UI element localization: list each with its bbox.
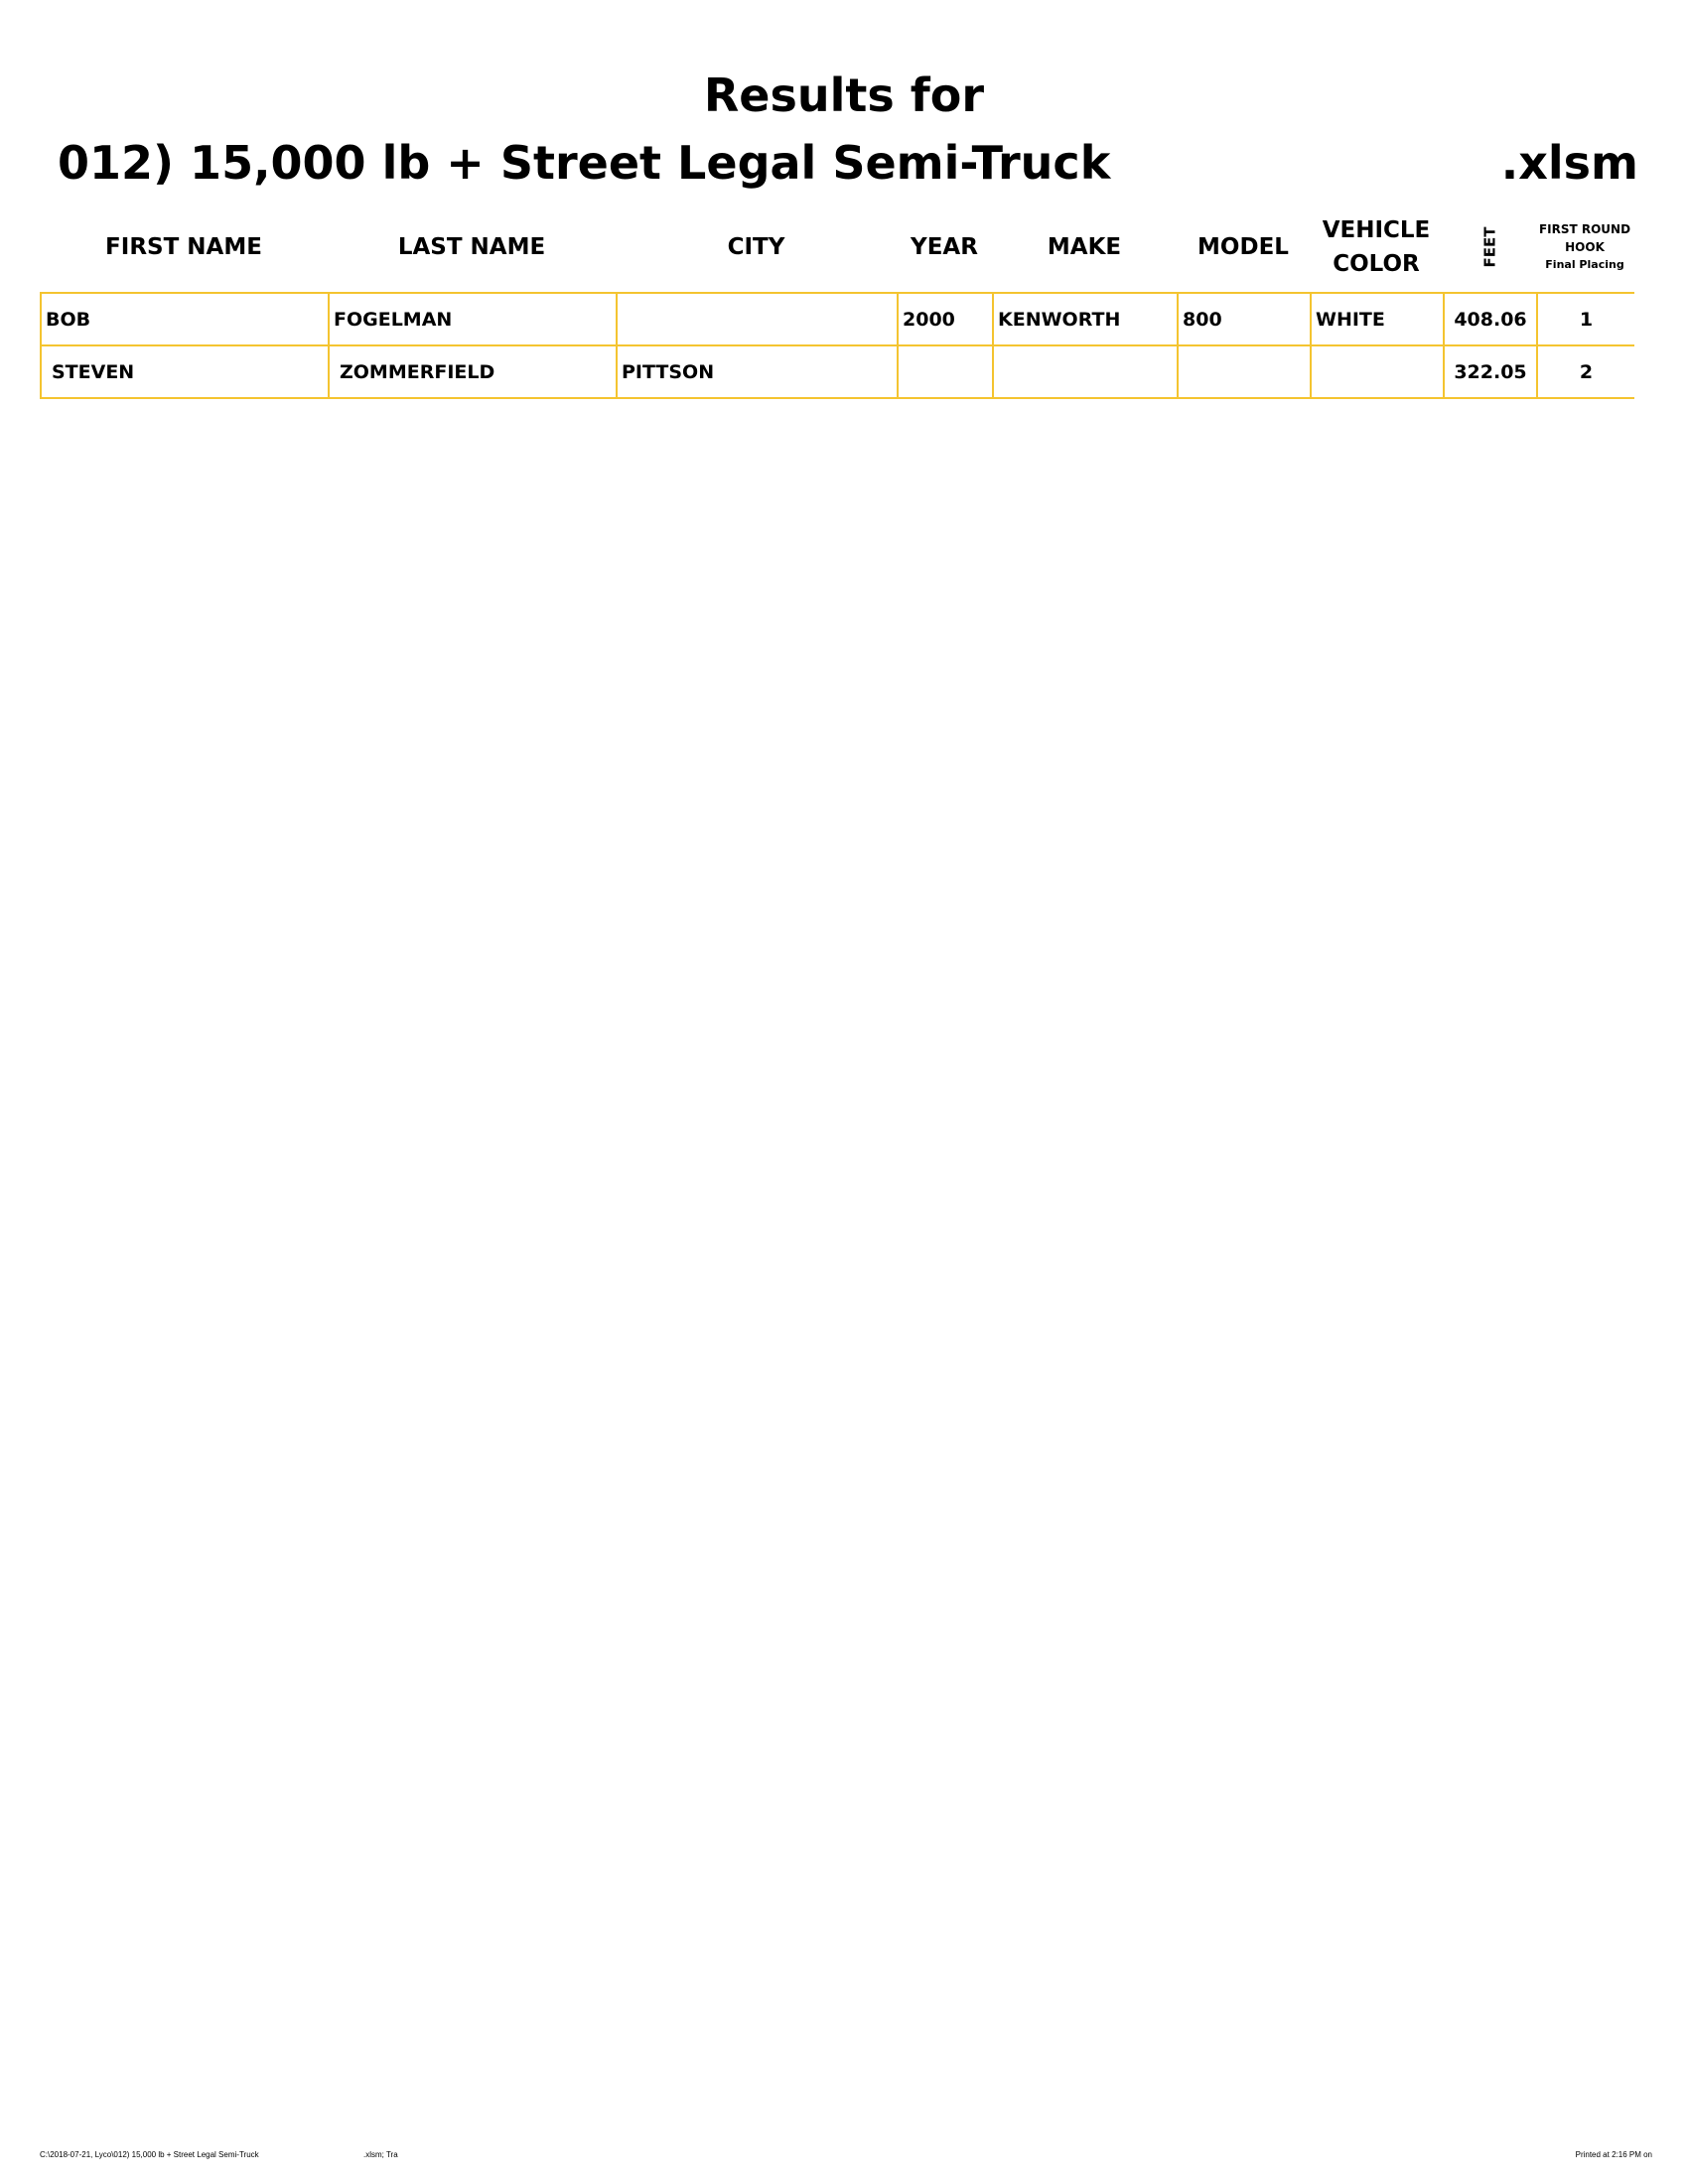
cell-model: 800 <box>1178 293 1311 345</box>
header-last-name: LAST NAME <box>397 234 546 260</box>
cell-make: KENWORTH <box>993 293 1178 345</box>
table-row <box>41 345 1634 398</box>
header-first-name: FIRST NAME <box>105 234 262 260</box>
cell-city: PITTSON <box>617 345 898 398</box>
table-row <box>41 293 1634 345</box>
cell-city <box>617 293 898 345</box>
header-make: MAKE <box>1047 234 1122 260</box>
header-placing <box>1536 210 1633 284</box>
header-feet <box>1443 210 1536 284</box>
cell-color: WHITE <box>1311 293 1444 345</box>
header-feet-label: FEET <box>1479 226 1498 268</box>
footer-printed: Printed at 2:16 PM on <box>1575 2150 1652 2159</box>
footer-middle: .xlsm; Tra <box>363 2150 398 2159</box>
header-model: MODEL <box>1197 234 1289 260</box>
header-placing-line1: FIRST ROUND <box>1538 222 1631 236</box>
header-city: CITY <box>727 234 785 260</box>
cell-year <box>898 345 993 398</box>
cell-make <box>993 345 1178 398</box>
report-title: Results for <box>703 68 985 122</box>
results-table <box>40 292 1634 399</box>
cell-first-name: BOB <box>41 293 329 345</box>
cell-color <box>1311 345 1444 398</box>
cell-last-name: FOGELMAN <box>329 293 617 345</box>
cell-model <box>1178 345 1311 398</box>
header-placing-line2: HOOK <box>1565 240 1605 254</box>
header-vehicle-color-line2: COLOR <box>1333 251 1420 277</box>
cell-placing: 1 <box>1537 293 1634 345</box>
footer-path: C:\2018-07-21, Lyco\012) 15,000 lb + Street Legal Semi-Truck <box>40 2150 259 2159</box>
cell-first-name: STEVEN <box>41 345 329 398</box>
class-title: 012) 15,000 lb + Street Legal Semi-Truck <box>58 136 1111 190</box>
header-vehicle-color <box>1310 210 1443 284</box>
cell-feet: 322.05 <box>1444 345 1537 398</box>
cell-last-name: ZOMMERFIELD <box>329 345 617 398</box>
file-extension: .xlsm <box>1500 136 1638 190</box>
cell-year: 2000 <box>898 293 993 345</box>
header-vehicle-color-line1: VEHICLE <box>1322 217 1431 243</box>
header-year: YEAR <box>911 234 978 260</box>
header-placing-line3: Final Placing <box>1545 258 1624 271</box>
cell-feet: 408.06 <box>1444 293 1537 345</box>
cell-placing: 2 <box>1537 345 1634 398</box>
